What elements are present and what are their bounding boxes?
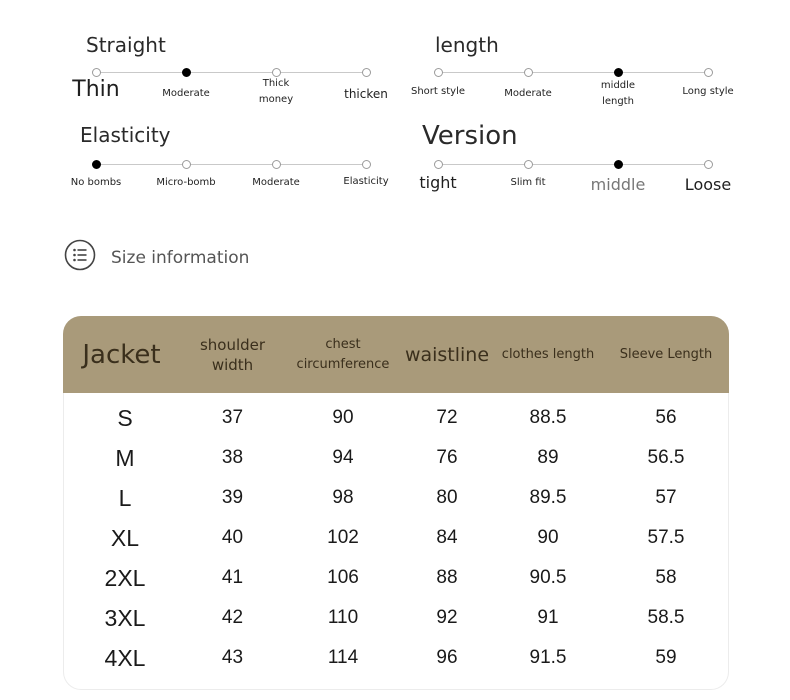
scale-dot-0-1 xyxy=(182,68,191,77)
table-row xyxy=(63,438,729,478)
table-row xyxy=(63,558,729,598)
scale-track-0 xyxy=(96,72,366,73)
list-icon xyxy=(64,239,96,271)
scale-option-label: Micro-bomb xyxy=(156,177,216,188)
scale-option-label: tight xyxy=(419,173,457,192)
scale-dot-3-2 xyxy=(614,160,623,169)
scale-dot-1-2 xyxy=(614,68,623,77)
scale-option-label: Thick money xyxy=(258,78,294,105)
column-header: shoulder width xyxy=(199,335,266,374)
size-table-header xyxy=(63,316,729,393)
measurement-cell: 90 xyxy=(537,527,559,548)
measurement-cell: 57 xyxy=(655,487,677,508)
scale-option-label: Moderate xyxy=(504,88,552,99)
scale-dot-1-1 xyxy=(524,68,533,77)
scale-option-label: Loose xyxy=(684,175,732,194)
scale-option-label: middle length xyxy=(600,80,636,107)
table-row xyxy=(63,638,729,678)
scale-dot-3-1 xyxy=(524,160,533,169)
table-row xyxy=(63,518,729,558)
size-information-label: Size information xyxy=(111,248,250,268)
measurement-cell: 114 xyxy=(327,647,359,668)
scale-option-label: Moderate xyxy=(252,177,300,188)
measurement-cell: 59 xyxy=(655,647,677,668)
size-cell: 4XL xyxy=(104,644,146,671)
measurement-cell: 84 xyxy=(436,527,458,548)
measurement-cell: 94 xyxy=(332,447,354,468)
scale-title-0: Straight xyxy=(86,33,166,57)
measurement-cell: 38 xyxy=(221,447,244,468)
measurement-cell: 106 xyxy=(327,567,359,588)
column-header: chest circumference xyxy=(296,336,390,372)
measurement-cell: 80 xyxy=(436,487,458,508)
size-cell: L xyxy=(118,484,132,511)
measurement-cell: 56 xyxy=(655,407,677,428)
measurement-cell: 89 xyxy=(537,447,559,468)
measurement-cell: 110 xyxy=(327,607,359,628)
scale-option-label: Slim fit xyxy=(510,177,546,188)
scale-dot-3-0 xyxy=(434,160,443,169)
scale-dot-1-0 xyxy=(434,68,443,77)
measurement-cell: 58.5 xyxy=(647,607,685,628)
measurement-cell: 39 xyxy=(221,487,244,508)
measurement-cell: 37 xyxy=(221,407,244,428)
scale-track-1 xyxy=(438,72,708,73)
measurement-cell: 72 xyxy=(436,407,458,428)
measurement-cell: 90 xyxy=(332,407,354,428)
scale-option-label: Thin xyxy=(72,77,120,102)
scale-dot-0-3 xyxy=(362,68,371,77)
size-table xyxy=(63,316,729,690)
column-header: waistline xyxy=(404,343,490,366)
size-cell: M xyxy=(115,444,135,471)
size-cell: S xyxy=(117,404,133,431)
measurement-cell: 43 xyxy=(221,647,244,668)
scale-option-label: thicken xyxy=(344,87,388,101)
scale-title-3: Version xyxy=(422,121,518,151)
scale-option-label: middle xyxy=(590,175,646,194)
column-header: Jacket xyxy=(82,339,161,370)
scale-track-2 xyxy=(96,164,366,165)
scale-track-3 xyxy=(438,164,708,165)
measurement-cell: 91.5 xyxy=(529,647,567,668)
measurement-cell: 98 xyxy=(332,487,354,508)
measurement-cell: 57.5 xyxy=(647,527,685,548)
measurement-cell: 90.5 xyxy=(529,567,567,588)
scale-dot-2-3 xyxy=(362,160,371,169)
scale-title-1: length xyxy=(435,33,499,57)
measurement-cell: 102 xyxy=(327,527,359,548)
size-cell: 2XL xyxy=(104,564,146,591)
measurement-cell: 92 xyxy=(436,607,458,628)
scale-option-label: Short style xyxy=(411,86,465,97)
measurement-cell: 89.5 xyxy=(529,487,567,508)
column-header: clothes length xyxy=(501,346,595,362)
scale-dot-2-2 xyxy=(272,160,281,169)
measurement-cell: 88.5 xyxy=(529,407,567,428)
scale-option-label: No bombs xyxy=(70,177,122,188)
scale-dot-1-3 xyxy=(704,68,713,77)
measurement-cell: 91 xyxy=(537,607,559,628)
scale-dot-3-3 xyxy=(704,160,713,169)
measurement-cell: 76 xyxy=(436,447,458,468)
measurement-cell: 42 xyxy=(221,607,244,628)
table-row xyxy=(63,478,729,518)
table-row xyxy=(63,398,729,438)
measurement-cell: 96 xyxy=(436,647,458,668)
size-cell: XL xyxy=(110,524,140,551)
scale-option-label: Elasticity xyxy=(343,176,389,187)
scale-dot-0-0 xyxy=(92,68,101,77)
scale-dot-2-0 xyxy=(92,160,101,169)
scale-dot-2-1 xyxy=(182,160,191,169)
column-header: Sleeve Length xyxy=(619,346,713,362)
scale-title-2: Elasticity xyxy=(80,123,171,147)
scale-option-label: Moderate xyxy=(162,88,210,99)
measurement-cell: 88 xyxy=(436,567,458,588)
table-row xyxy=(63,598,729,638)
measurement-cell: 56.5 xyxy=(647,447,685,468)
measurement-cell: 58 xyxy=(655,567,677,588)
size-cell: 3XL xyxy=(104,604,146,631)
measurement-cell: 40 xyxy=(221,527,244,548)
measurement-cell: 41 xyxy=(221,567,244,588)
scale-option-label: Long style xyxy=(682,86,734,97)
